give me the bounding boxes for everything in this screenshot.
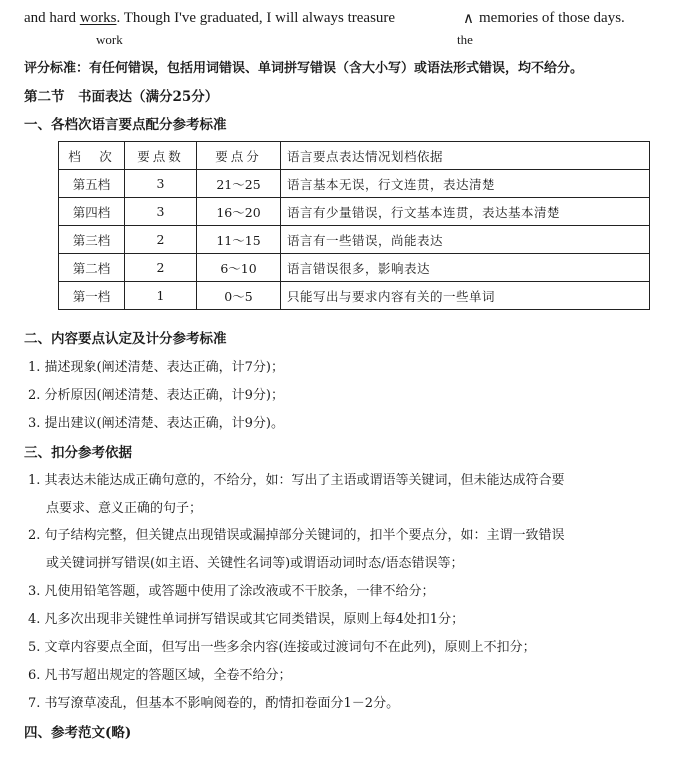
cell-score: 6～10	[197, 254, 281, 282]
cell-score: 11～15	[197, 226, 281, 254]
content-point-3: 3. 提出建议(阐述清楚、表达正确，计9分)。	[28, 416, 284, 431]
deduction-rule-5: 5. 文章内容要点全面，但写出一些多余内容(连接或过渡词句不在此列)，原则上不扣分；	[28, 640, 536, 655]
scoring-note: 评分标准：有任何错误，包括用词错误、单词拼写错误（含大小写）或语法形式错误，均不给分。	[24, 61, 584, 76]
table-row	[59, 254, 650, 282]
cell-score: 21～25	[197, 170, 281, 198]
cell-points: 2	[125, 226, 197, 254]
cell-criteria: 语言有一些错误，尚能表达	[281, 226, 650, 254]
cell-band: 第五档	[59, 170, 125, 198]
deduction-rule-3: 3. 凡使用铅笔答题，或答题中使用了涂改液或不干胶条，一律不给分；	[28, 584, 435, 599]
deduction-rule-1: 1. 其表达未能达成正确句意的，不给分，如：写出了主语或谓语等关键词，但未能达成符合要	[28, 473, 565, 488]
header-criteria: 语言要点表达情况划档依据	[281, 142, 650, 170]
cell-band: 第四档	[59, 198, 125, 226]
deduction-rule-2: 2. 句子结构完整，但关键点出现错误或漏掉部分关键词的，扣半个要点分，如：主谓一致错误	[28, 528, 565, 543]
correction-word: work	[96, 32, 123, 47]
cell-score: 0～5	[197, 282, 281, 310]
essay-text-after: memories of those days.	[479, 10, 625, 26]
cell-criteria: 语言基本无误，行文连贯，表达清楚	[281, 170, 650, 198]
part1-title: 一、各档次语言要点配分参考标准	[24, 117, 227, 133]
cell-criteria: 语言有少量错误，行文基本连贯，表达基本清楚	[281, 198, 650, 226]
part4-title: 四、参考范文(略)	[24, 725, 132, 741]
cell-band: 第二档	[59, 254, 125, 282]
essay-text-middle: . Though I've graduated, I will always treasure	[116, 10, 396, 26]
cell-points: 3	[125, 198, 197, 226]
section-heading: 第二节 书面表达（满分25分）	[24, 89, 219, 105]
deduction-rule-2-cont: 或关键词拼写错误(如主语、关键性名词等)或谓语动词时态/语态错误等；	[46, 556, 464, 571]
error-word: works	[79, 10, 117, 26]
table-row	[59, 226, 650, 254]
cell-criteria: 语言错误很多，影响表达	[281, 254, 650, 282]
cell-band: 第三档	[59, 226, 125, 254]
cell-points: 3	[125, 170, 197, 198]
part2-title: 二、内容要点认定及计分参考标准	[24, 331, 227, 347]
header-points: 要点数	[125, 142, 197, 170]
cell-score: 16～20	[197, 198, 281, 226]
deduction-rule-7: 7. 书写潦草凌乱，但基本不影响阅卷的，酌情扣卷面分1－2分。	[28, 696, 400, 711]
scoring-table	[58, 141, 650, 310]
essay-text-before: and hard	[24, 10, 80, 26]
insert-mark: ∧	[463, 9, 474, 27]
content-point-2: 2. 分析原因(阐述清楚、表达正确，计9分)；	[28, 388, 284, 403]
table-row	[59, 170, 650, 198]
cell-points: 1	[125, 282, 197, 310]
cell-criteria: 只能写出与要求内容有关的一些单词	[281, 282, 650, 310]
header-score: 要点分	[197, 142, 281, 170]
part3-title: 三、扣分参考依据	[24, 445, 132, 461]
deduction-rule-6: 6. 凡书写超出规定的答题区域，全卷不给分；	[28, 668, 292, 683]
essay-line	[24, 10, 395, 27]
content-point-1: 1. 描述现象(阐述清楚、表达正确，计7分)；	[28, 360, 284, 375]
cell-band: 第一档	[59, 282, 125, 310]
correction-insert: the	[457, 32, 473, 47]
table-row	[59, 282, 650, 310]
table-row	[59, 198, 650, 226]
cell-points: 2	[125, 254, 197, 282]
deduction-rule-1-cont: 点要求、意义正确的句子；	[46, 501, 203, 516]
header-band: 档 次	[59, 142, 125, 170]
table-header-row	[59, 142, 650, 170]
deduction-rule-4: 4. 凡多次出现非关键性单词拼写错误或其它同类错误，原则上每4处扣1分；	[28, 612, 465, 627]
